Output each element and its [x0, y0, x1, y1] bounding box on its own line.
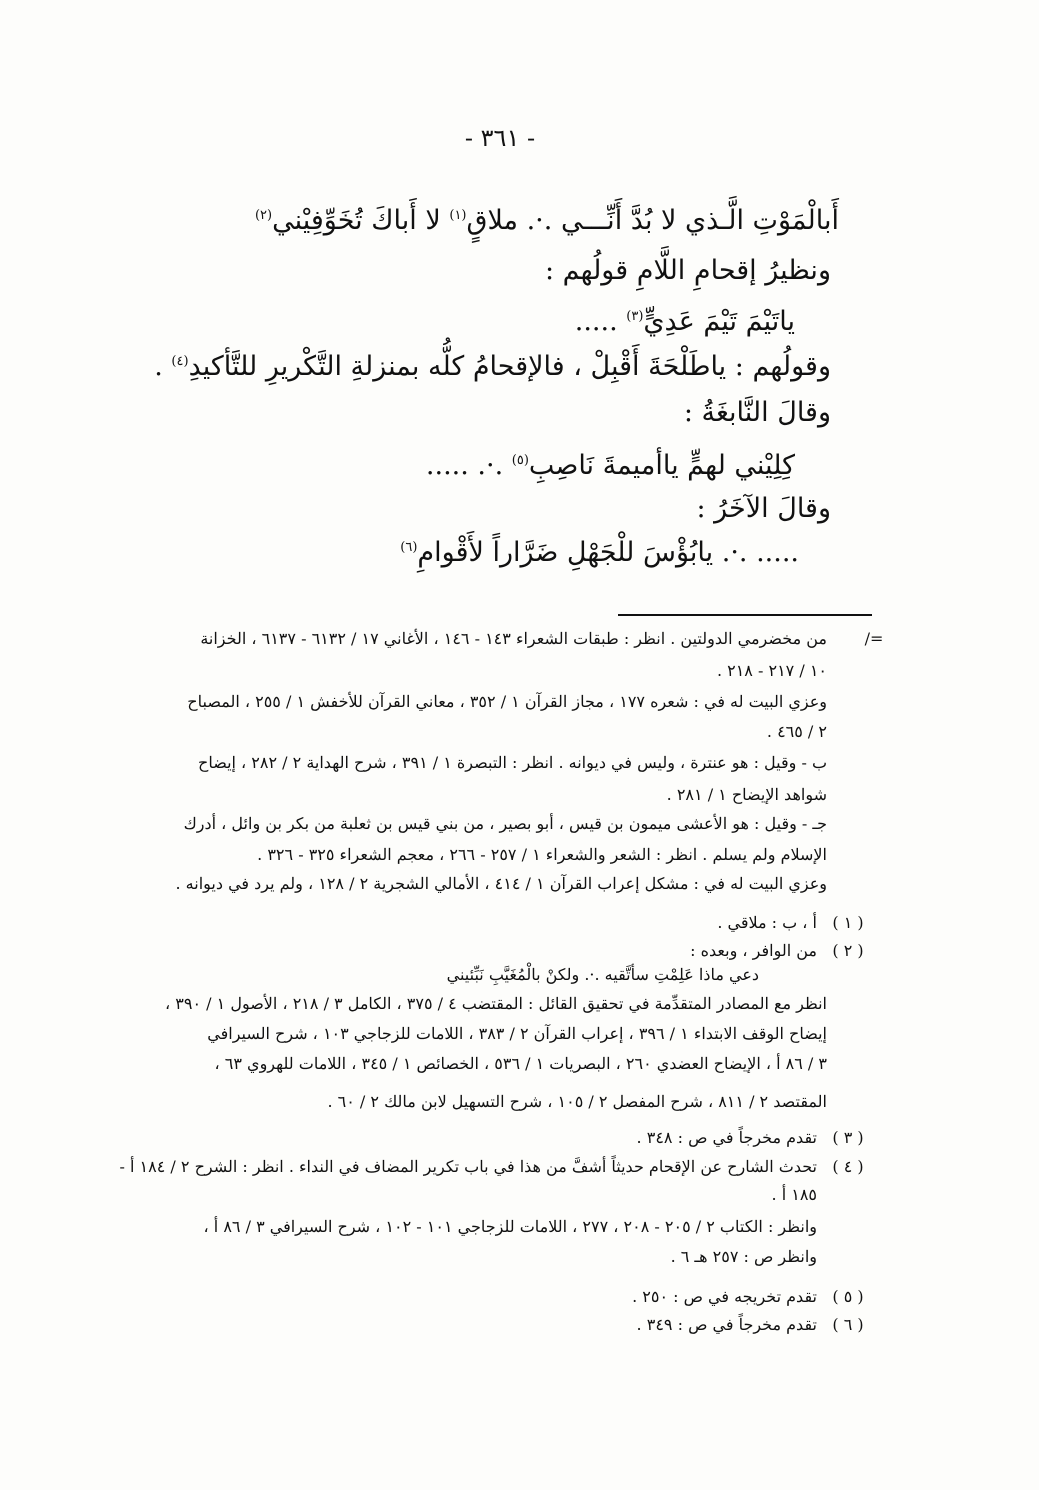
footnote-line: الإسلام ولم يسلم . انظر : الشعر والشعراء ١ / ٢٥٧ - ٢٦٦ ، معجم الشعراء ٣٢٥ - ٣٢٦ .: [257, 845, 827, 864]
footnote-separator: [618, 614, 872, 616]
footnote-ref[interactable]: (٤): [171, 354, 189, 369]
prose-text: .: [154, 351, 163, 382]
footnote-line: المقتصد ٢ / ٨١١ ، شرح المفصل ٢ / ١٠٥ ، شرح التسهيل لابن مالك ٢ / ٦٠ .: [327, 1092, 827, 1111]
footnote-line: إيضاح الوقف الابتداء ١ / ٣٩٦ ، إعراب القرآن ٢ / ٣٨٣ ، اللامات للزجاجي ١٠٣ ، شرح السيرافي: [207, 1024, 827, 1043]
prose-line: [696, 489, 831, 529]
footnote-line: شواهد الإيضاح ١ / ٢٨١ .: [666, 785, 827, 804]
verse-text: ‎.·.‏ .....: [425, 450, 504, 481]
footnote-line: أ ، ب : ملاقي .: [717, 913, 817, 932]
footnote-line: انظر مع المصادر المتقدِّمة في تحقيق القائل : المقتضب ٤ / ٣٧٥ ، الكامل ٣ / ٢١٨ ، الأصول ١ / ٣٩٠ ،: [165, 994, 827, 1013]
prose-text: وقالَ النَّابغَةُ :: [683, 397, 831, 428]
footnote-line: وعزي البيت له في : شعره ١٧٧ ، مجاز القرآن ١ / ٣٥٢ ، معاني القرآن للأخفش ١ / ٢٥٥ ، المصباح: [187, 692, 827, 711]
verse-text: .....: [574, 306, 618, 337]
footnote-line: ب - وقيل : هو عنترة ، وليس في ديوانه . انظر : التبصرة ١ / ٣٩١ ، شرح الهداية ٢ / ٢٨٢ ، إيضاح: [197, 753, 827, 772]
verse-line: [400, 528, 799, 573]
prose-line: [684, 393, 831, 433]
footnote-number: ( ١ ): [832, 913, 864, 932]
footnote-ref[interactable]: (٢): [254, 208, 273, 223]
page-number: - ٣٦١ -: [464, 124, 536, 152]
verse-text: ياتَيْمَ تَيْمَ عَدِيٍّ: [643, 306, 795, 337]
verse-text: أَبالْمَوْتِ الَّـذي لا بُدَّ أَنِّـــي ‎.·.‏ ملاقٍ: [466, 205, 839, 236]
footnote-line: ٢ / ٤٦٥ .: [766, 722, 827, 741]
footnote-line: وانظر ص : ٢٥٧ هـ ٦ .: [670, 1247, 817, 1266]
footnote-number: ( ٤ ): [832, 1157, 864, 1176]
verse-text: كِلِيْني لهمٍّ ياأميمةَ نَاصِبِ: [528, 450, 795, 481]
footnote-number: ( ٣ ): [832, 1128, 864, 1147]
footnote-line: تقدم تخريجه في ص : ٢٥٠ .: [632, 1287, 817, 1306]
verse-text: ..... ‎.·.‏ يابُؤْسَ للْجَهْلِ ضَرَّاراً لأَقْوامِ: [417, 537, 799, 568]
footnote-ref[interactable]: (٣): [626, 309, 644, 324]
verse-line: [255, 196, 839, 241]
footnote-line: ١٨٥ أ .: [771, 1185, 817, 1204]
footnote-line: من مخضرمي الدولتين . انظر : طبقات الشعراء ١٤٣ - ١٤٦ ، الأغاني ١٧ / ٦١٣٢ - ٦١٣٧ ، الخزانة: [200, 629, 827, 648]
footnote-line: وانظر : الكتاب ٢ / ٢٠٥ - ٢٠٨ ، ٢٧٧ ، اللامات للزجاجي ١٠١ - ١٠٢ ، شرح السيرافي ٣ / ٨٦ أ ،: [203, 1217, 817, 1236]
footnote-number: ( ٥ ): [832, 1287, 864, 1306]
footnote-line: من الوافر ، وبعده :: [690, 941, 817, 960]
footnote-line: ٣ / ٨٦ أ ، الإيضاح العضدي ٢٦٠ ، البصريات ١ / ٥٣٦ ، الخصائص ١ / ٣٤٥ ، اللامات للهروي ٦٣ ،: [214, 1054, 827, 1073]
footnote-line: ١٠ / ٢١٧ - ٢١٨ .: [716, 661, 827, 680]
footnote-line: جـ - وقيل : هو الأعشى ميمون بن قيس ، أبو بصير ، من بني قيس بن ثعلبة من بكر بن وائل ، أدرك: [183, 814, 827, 833]
footnote-number: ( ٢ ): [832, 941, 864, 960]
prose-line: [545, 251, 831, 291]
footnote-ref[interactable]: (١): [449, 208, 467, 223]
prose-text: وقولُهم : ياطَلْحَةَ أَقْبِلْ ، فالإقحامُ كلُّه بمنزلةِ التَّكْريرِ للتَّأكيدِ: [188, 351, 831, 382]
verse-line: [575, 297, 795, 342]
footnote-verse: دعي ماذا عَلِمْتِ سأتَّقيه ‎.·.‏ ولكنْ بالْمُغَيَّبِ نَبِّئيني: [446, 965, 759, 984]
verse-text: لا أَباكَ تُخَوِّفِيْني: [272, 205, 441, 236]
footnote-ref[interactable]: (٦): [400, 540, 418, 555]
verse-line: [426, 441, 795, 486]
footnote-line: تحدث الشارح عن الإقحام حديثاً أشفَّ من هذا في باب تكرير المضاف في النداء . انظر : الشرح ٢ / ١٨٤ أ -: [119, 1157, 817, 1176]
footnote-line: تقدم مخرجاً في ص : ٣٤٨ .: [636, 1128, 817, 1147]
footnote-line: تقدم مخرجاً في ص : ٣٤٩ .: [636, 1315, 817, 1334]
footnote-number: ( ٦ ): [832, 1315, 864, 1334]
footnote-line: وعزي البيت له في : مشكل إعراب القرآن ١ / ٤١٤ ، الأمالي الشجرية ٢ / ١٢٨ ، ولم يرد في ديوانه .: [175, 874, 827, 893]
prose-line: [154, 342, 831, 387]
footnote-number: /=: [864, 629, 884, 648]
prose-text: وقالَ الآخَرُ :: [696, 493, 831, 524]
prose-text: ونظيرُ إقحامِ اللَّامِ قولُهم :: [544, 255, 831, 286]
footnote-ref[interactable]: (٥): [511, 453, 529, 468]
